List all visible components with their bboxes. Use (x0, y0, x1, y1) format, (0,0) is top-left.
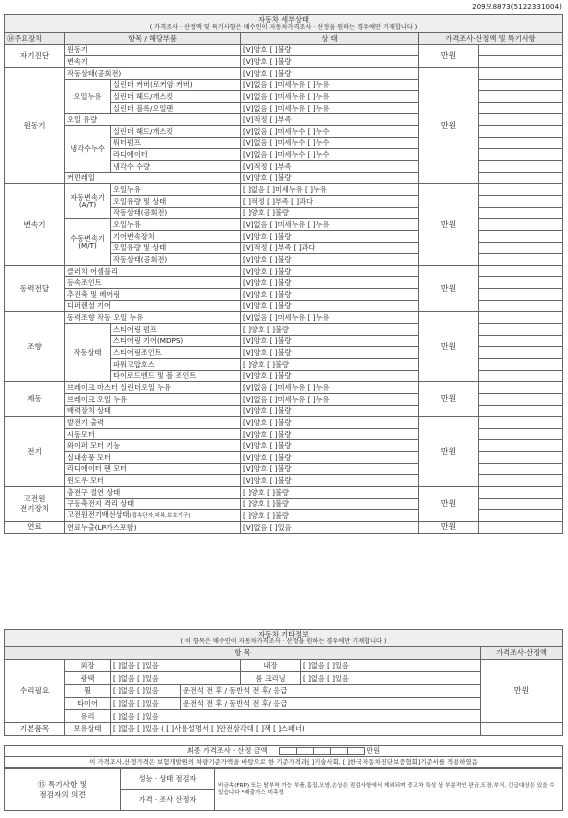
note-cell (479, 254, 563, 266)
final-amount-table (4, 745, 563, 768)
subgroup-manual-transmission-line2: (M/T) (78, 241, 97, 251)
item-state: [ ]없음 [ ]미세누유 [ ]누유 (241, 184, 419, 196)
misc-label: 유리 (65, 710, 111, 723)
misc-position: 운전석 전 후 / 동반석 전 후/ 응급 (181, 685, 481, 698)
misc-state: [ ]없음 [ ]있음 (301, 672, 481, 685)
item-label: 오일유량 및 상태 (111, 195, 241, 207)
item-label: 워터펌프 (111, 137, 241, 149)
note-cell (479, 440, 563, 452)
inspector-label: 성능 · 상태 점검자 (121, 769, 215, 790)
misc-state: [ ]없음 [ ]있음 (111, 685, 181, 698)
item-label: 브레이크 마스터 실린더오일 누유 (65, 382, 241, 394)
header-price: 가격조사·산정액 및 특기사항 (419, 33, 563, 45)
note-cell (479, 242, 563, 254)
final-amount-boxes[interactable] (279, 746, 364, 755)
subgroup-auto-transmission (65, 184, 111, 219)
item-state: [V]양호 [ ]불량 (241, 289, 419, 301)
price-unit: 만원 (419, 312, 479, 382)
item-label: 오일누유 (111, 219, 241, 231)
note-cell (479, 452, 563, 464)
item-state: [V]양호 [ ]불량 (241, 230, 419, 242)
item-label: 실린더 블록/오일팬 (111, 102, 241, 114)
item-label: 구동축전지 격리 상태 (65, 498, 241, 510)
note-cell (479, 510, 563, 522)
section-subtitle: ( 가격조사 · 산정액 및 특기사항은 매수인이 자동차가격조사 · 산정을 원하는 경우에만 기재합니다 ) (149, 23, 418, 31)
item-state: [V]없음 [ ]미세누수 [ ]누수 (241, 126, 419, 138)
opinion-label (5, 769, 121, 811)
item-label: 작동상태(공회전) (111, 254, 241, 266)
other-info-title-text: 자동차 기타정보 (258, 629, 309, 639)
item-state: [V]양호 [ ]불량 (241, 172, 419, 184)
item-label: 등속조인트 (65, 277, 241, 289)
item-state: [V]없음 [ ]미세누유 [ ]누유 (241, 91, 419, 103)
note-cell (479, 207, 563, 219)
item-label: 실린더 헤드/개스킷 (111, 126, 241, 138)
item-label: 커먼레일 (65, 172, 241, 184)
note-cell (479, 102, 563, 114)
item-state: [V]양호 [ ]불량 (241, 475, 419, 487)
note-cell (479, 67, 563, 79)
price-unit: 만원 (419, 184, 479, 265)
item-state: [ ]적정 [ ]부족 [ ]과다 (241, 195, 419, 207)
item-label: 작동상태(공회전) (111, 207, 241, 219)
category-high-voltage-line2: 전기장치 (19, 503, 50, 513)
note-cell (479, 417, 563, 429)
other-info-header-price: 가격조사·산정액 (481, 647, 563, 660)
appraiser-label: 가격 · 조사 산정자 (121, 790, 215, 811)
misc-label: 외장 (65, 659, 111, 672)
item-label: 타이로드엔드 및 볼 조인트 (111, 370, 241, 382)
note-cell (479, 137, 563, 149)
item-state: [V]양호 [ ]불량 (241, 370, 419, 382)
misc-state: [ ]없음 [ ]있음 (301, 659, 481, 672)
subgroup-manual-transmission-line1: 수동변속기 (70, 233, 105, 243)
note-cell (479, 428, 563, 440)
price-unit: 만원 (419, 67, 479, 183)
misc-state: [ ]없음 [ ]있음 (111, 672, 241, 685)
item-state: [V]없음 [ ]미세누유 [ ]누유 (241, 312, 419, 324)
section-title-text: 자동차 세부상태 (258, 15, 309, 25)
price-unit: 만원 (419, 382, 479, 417)
item-state: [V]양호 [ ]불량 (241, 452, 419, 464)
category-high-voltage-line1: 고전원 (23, 494, 46, 504)
header-device: ⑭주요장치 (5, 33, 65, 45)
misc-label: 룸 크리닝 (241, 672, 301, 685)
item-state: [ ]양호 [ ]불량 (241, 324, 419, 336)
final-amount-unit: 만원 (366, 746, 381, 755)
note-cell (479, 149, 563, 161)
document-number: 209모8873(5122331004) (472, 3, 562, 11)
note-cell (479, 289, 563, 301)
note-cell (479, 486, 563, 498)
item-label: 배력장치 상태 (65, 405, 241, 417)
header-state: 상 태 (241, 33, 419, 45)
item-state: [V]양호 [ ]불량 (241, 44, 419, 56)
item-label: 디퍼렌셜 기어 (65, 300, 241, 312)
category-electric: 전기 (5, 417, 65, 487)
item-label: 오일누유 (111, 184, 241, 196)
item-label: 시동모터 (65, 428, 241, 440)
item-state: [ ]양호 [ ]불량 (241, 510, 419, 522)
item-label: 실린더 헤드/개스킷 (111, 91, 241, 103)
subgroup-oil-leak: 오일누유 (65, 79, 111, 114)
category-power-transfer: 동력전달 (5, 265, 65, 312)
note-cell (481, 723, 563, 736)
section-title (5, 15, 563, 33)
note-cell (479, 219, 563, 231)
item-state: [ ]양호 [ ]불량 (241, 358, 419, 370)
item-label: 충전구 절연 상태 (65, 486, 241, 498)
item-state: [V]적정 [ ]부족 (241, 114, 419, 126)
misc-state: [ ]없음 [ ]있음 (111, 697, 181, 710)
item-label: 연료누출(LP가스포함) (65, 521, 241, 533)
item-label: 스티어링조인트 (111, 347, 241, 359)
subgroup-auto-transmission-line2: (A/T) (78, 200, 97, 210)
opinion-label-line2: 점검자의 의견 (39, 789, 86, 799)
category-basic-items: 기본품목 (5, 723, 65, 736)
price-unit: 만원 (419, 486, 479, 521)
item-label: 클러치 어셈블리 (65, 265, 241, 277)
note-cell (479, 44, 563, 56)
item-state: [V]없음 [ ]미세누수 [ ]누수 (241, 137, 419, 149)
note-cell (479, 393, 563, 405)
item-label: 오일유량 및 상태 (111, 242, 241, 254)
note-cell (479, 405, 563, 417)
vehicle-detail-table (4, 14, 563, 534)
note-cell (479, 335, 563, 347)
item-state: [V]없음 [ ]미세누수 [ ]누수 (241, 149, 419, 161)
item-state: [V]없음 [ ]미세누유 [ ]누유 (241, 102, 419, 114)
category-transmission: 변속기 (5, 184, 65, 265)
category-steering: 조향 (5, 312, 65, 382)
note-cell (479, 126, 563, 138)
note-cell (479, 358, 563, 370)
item-state: [V]양호 [ ]불량 (241, 428, 419, 440)
misc-state: [ ]없음 [ ]있음 (111, 710, 481, 723)
item-label: 파워고압호스 (111, 358, 241, 370)
note-cell (479, 324, 563, 336)
note-cell (479, 91, 563, 103)
subgroup-coolant-leak: 냉각수누수 (65, 126, 111, 173)
item-state: [V]없음 [ ]미세누유 [ ]누유 (241, 219, 419, 231)
item-label (65, 510, 241, 522)
note-cell (479, 521, 563, 533)
item-state: [V]양호 [ ]불량 (241, 254, 419, 266)
item-label: 기어변속장치 (111, 230, 241, 242)
item-state: [V]양호 [ ]불량 (241, 405, 419, 417)
price-unit: 만원 (419, 265, 479, 312)
note-cell (479, 56, 563, 68)
note-cell (479, 161, 563, 173)
misc-label: 휠 (65, 685, 111, 698)
opinion-table (4, 768, 563, 811)
note-cell (479, 463, 563, 475)
item-state: [V]양호 [ ]불량 (241, 300, 419, 312)
item-state: [V]없음 [ ]미세누유 [ ]누유 (241, 393, 419, 405)
other-info-table (4, 629, 563, 736)
item-state: [V]양호 [ ]불량 (241, 67, 419, 79)
item-state: [V]양호 [ ]불량 (241, 265, 419, 277)
misc-state: [ ]없음 [ ]있음 (111, 659, 241, 672)
item-state: [V]양호 [ ]불량 (241, 56, 419, 68)
final-amount-label: 최종 가격조사 · 산정 금액 (186, 746, 268, 755)
item-label: 라디에이터 (111, 149, 241, 161)
header-item: 항목 / 해당부품 (65, 33, 241, 45)
misc-label: 보유상태 (65, 723, 111, 736)
misc-position: 운전석 전 후 / 동반석 전 후/ 응급 (181, 697, 481, 710)
item-label: 냉각수 수량 (111, 161, 241, 173)
item-label: 라디에이터 팬 모터 (65, 463, 241, 475)
item-state: [V]양호 [ ]불량 (241, 277, 419, 289)
category-repair-needed: 수리필요 (5, 659, 65, 722)
appraisal-basis: 이 가격조사,산정가격은 보험개발원의 차량기준가액을 바탕으로 한 기준가격과[ ]기술사회, [ ]한국자동차진단보증협회]기준서를 적용하였음 (5, 757, 563, 768)
note-cell (479, 498, 563, 510)
note-cell (479, 382, 563, 394)
item-label-detail: (접속단자,피복,보호기구) (129, 513, 191, 520)
item-label: 브레이크 오일 누유 (65, 393, 241, 405)
category-high-voltage (5, 486, 65, 521)
item-label: 윈도우 모터 (65, 475, 241, 487)
category-fuel: 연료 (5, 521, 65, 533)
note-cell (479, 79, 563, 91)
item-state: [ ]양호 [ ]불량 (241, 498, 419, 510)
item-label: 발전기 출력 (65, 417, 241, 429)
item-state: [V]없음 [ ]미세누유 [ ]누유 (241, 382, 419, 394)
note-cell (479, 114, 563, 126)
price-unit: 만원 (419, 44, 479, 67)
item-label: 오일 유량 (65, 114, 241, 126)
other-info-title (5, 630, 563, 647)
item-label: 작동상태(공회전) (65, 67, 241, 79)
subgroup-steering-operation: 작동상태 (65, 324, 111, 382)
category-engine: 원동기 (5, 67, 65, 183)
item-label: 추진축 및 베어링 (65, 289, 241, 301)
price-unit: 만원 (481, 659, 563, 722)
price-unit: 만원 (419, 417, 479, 487)
misc-label: 타이어 (65, 697, 111, 710)
note-cell (479, 312, 563, 324)
note-cell (479, 277, 563, 289)
item-label: 스티어링 펌프 (111, 324, 241, 336)
item-label: 원동기 (65, 44, 241, 56)
misc-label: 내장 (241, 659, 301, 672)
note-cell (479, 230, 563, 242)
item-state: [V]없음 [ ]있음 (241, 521, 419, 533)
category-brake: 제동 (5, 382, 65, 417)
item-label: 동력조향 작동 오일 누유 (65, 312, 241, 324)
item-label: 와이퍼 모터 기능 (65, 440, 241, 452)
item-label: 실린더 커버(로커암 커버) (111, 79, 241, 91)
price-unit: 만원 (419, 521, 479, 533)
note-cell (479, 195, 563, 207)
final-amount-row (5, 746, 563, 757)
note-cell (479, 475, 563, 487)
item-state: [V]적정 [ ]부족 [ ]과다 (241, 242, 419, 254)
category-self-diagnosis: 자기진단 (5, 44, 65, 67)
inspector-note: 비금속(FRP) 또는 탈부착 가능 부품,흠집,오염,손상은 점검사항에서 제외되며 중고차 특성 상 부분적인 판금,도장,부식, 긴급대상은 있을 수 있습니다 *배출가스 미측정 (215, 769, 563, 811)
item-state: [V]양호 [ ]불량 (241, 463, 419, 475)
opinion-label-line1: ⑮ 특기사항 및 (37, 779, 88, 789)
misc-label: 광택 (65, 672, 111, 685)
other-info-header-item: 항 목 (5, 647, 481, 660)
item-state: [V]양호 [ ]불량 (241, 347, 419, 359)
item-label-text: 고전원전기배선상태 (67, 510, 130, 520)
misc-state: [ ]없음 [ ]있음 ( [ ]사용설명서 [ ]안전삼각대 [ ]잭 [ ]스패너) (111, 723, 481, 736)
other-info-subtitle: ( 이 항목은 매수인이 자동차가격조사 · 산정을 원하는 경우에만 기재합니다 ) (180, 638, 387, 645)
subgroup-auto-transmission-line1: 자동변속기 (70, 193, 105, 203)
note-cell (479, 300, 563, 312)
item-label: 실내송풍 모터 (65, 452, 241, 464)
note-cell (479, 370, 563, 382)
note-cell (479, 172, 563, 184)
note-cell (479, 265, 563, 277)
item-state: [V]양호 [ ]불량 (241, 440, 419, 452)
item-state: [ ]양호 [ ]불량 (241, 207, 419, 219)
item-state: [ ]양호 [ ]불량 (241, 486, 419, 498)
item-state: [V]양호 [ ]불량 (241, 335, 419, 347)
item-state: [V]양호 [ ]불량 (241, 417, 419, 429)
item-state: [V]없음 [ ]미세누유 [ ]누유 (241, 79, 419, 91)
note-cell (479, 347, 563, 359)
item-state: [V]적정 [ ]부족 (241, 161, 419, 173)
item-label: 스티어링 기어(MDPS) (111, 335, 241, 347)
item-label: 변속기 (65, 56, 241, 68)
subgroup-manual-transmission (65, 219, 111, 266)
note-cell (479, 184, 563, 196)
